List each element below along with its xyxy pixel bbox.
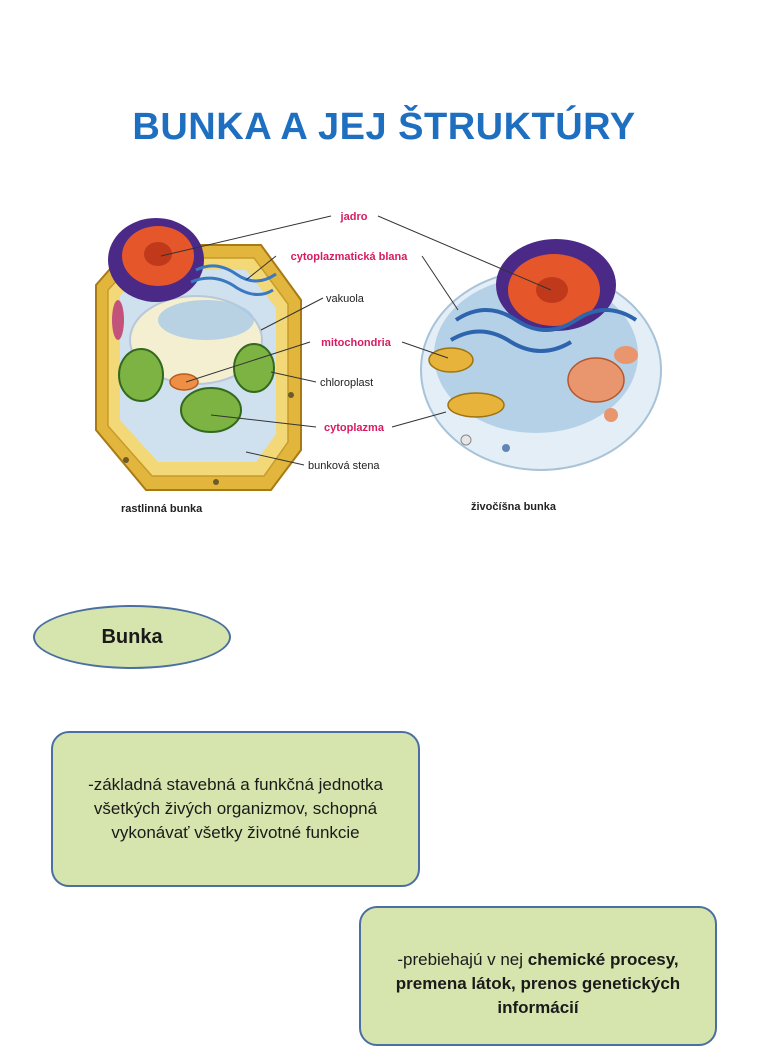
processes-prefix: -prebiehajú v nej xyxy=(397,950,528,969)
label-jadro: jadro xyxy=(340,211,368,223)
label-chloroplast: chloroplast xyxy=(320,377,374,389)
label-cytoplazmaticka-blana: cytoplazmatická blana xyxy=(290,251,408,263)
cell-diagram xyxy=(86,190,666,520)
animal-cell-illustration xyxy=(421,239,661,470)
processes-bold: chemické procesy, premena látok, prenos genetických informácií xyxy=(395,950,681,1017)
label-mitochondria: mitochondria xyxy=(321,337,391,349)
processes-text xyxy=(375,948,701,1020)
page-title: BUNKA A JEJ ŠTRUKTÚRY xyxy=(132,106,636,148)
caption-plant-cell: rastlinná bunka xyxy=(121,503,203,515)
caption-animal-cell: živočíšna bunka xyxy=(471,501,556,513)
label-bunkova-stena: bunková stena xyxy=(308,460,380,472)
cell-illustration xyxy=(86,190,666,520)
bunka-pill xyxy=(33,605,231,669)
label-vakuola: vakuola xyxy=(326,293,364,305)
bunka-pill-label: Bunka xyxy=(101,625,163,648)
processes-box xyxy=(359,906,717,1046)
definition-box xyxy=(51,731,420,887)
definition-text: -základná stavebná a funkčná jednotka všetkých živých organizmov, schopná vykonávať všetky životné funkcie xyxy=(88,775,383,842)
plant-cell-illustration xyxy=(96,218,301,490)
label-cytoplazma: cytoplazma xyxy=(324,422,384,434)
